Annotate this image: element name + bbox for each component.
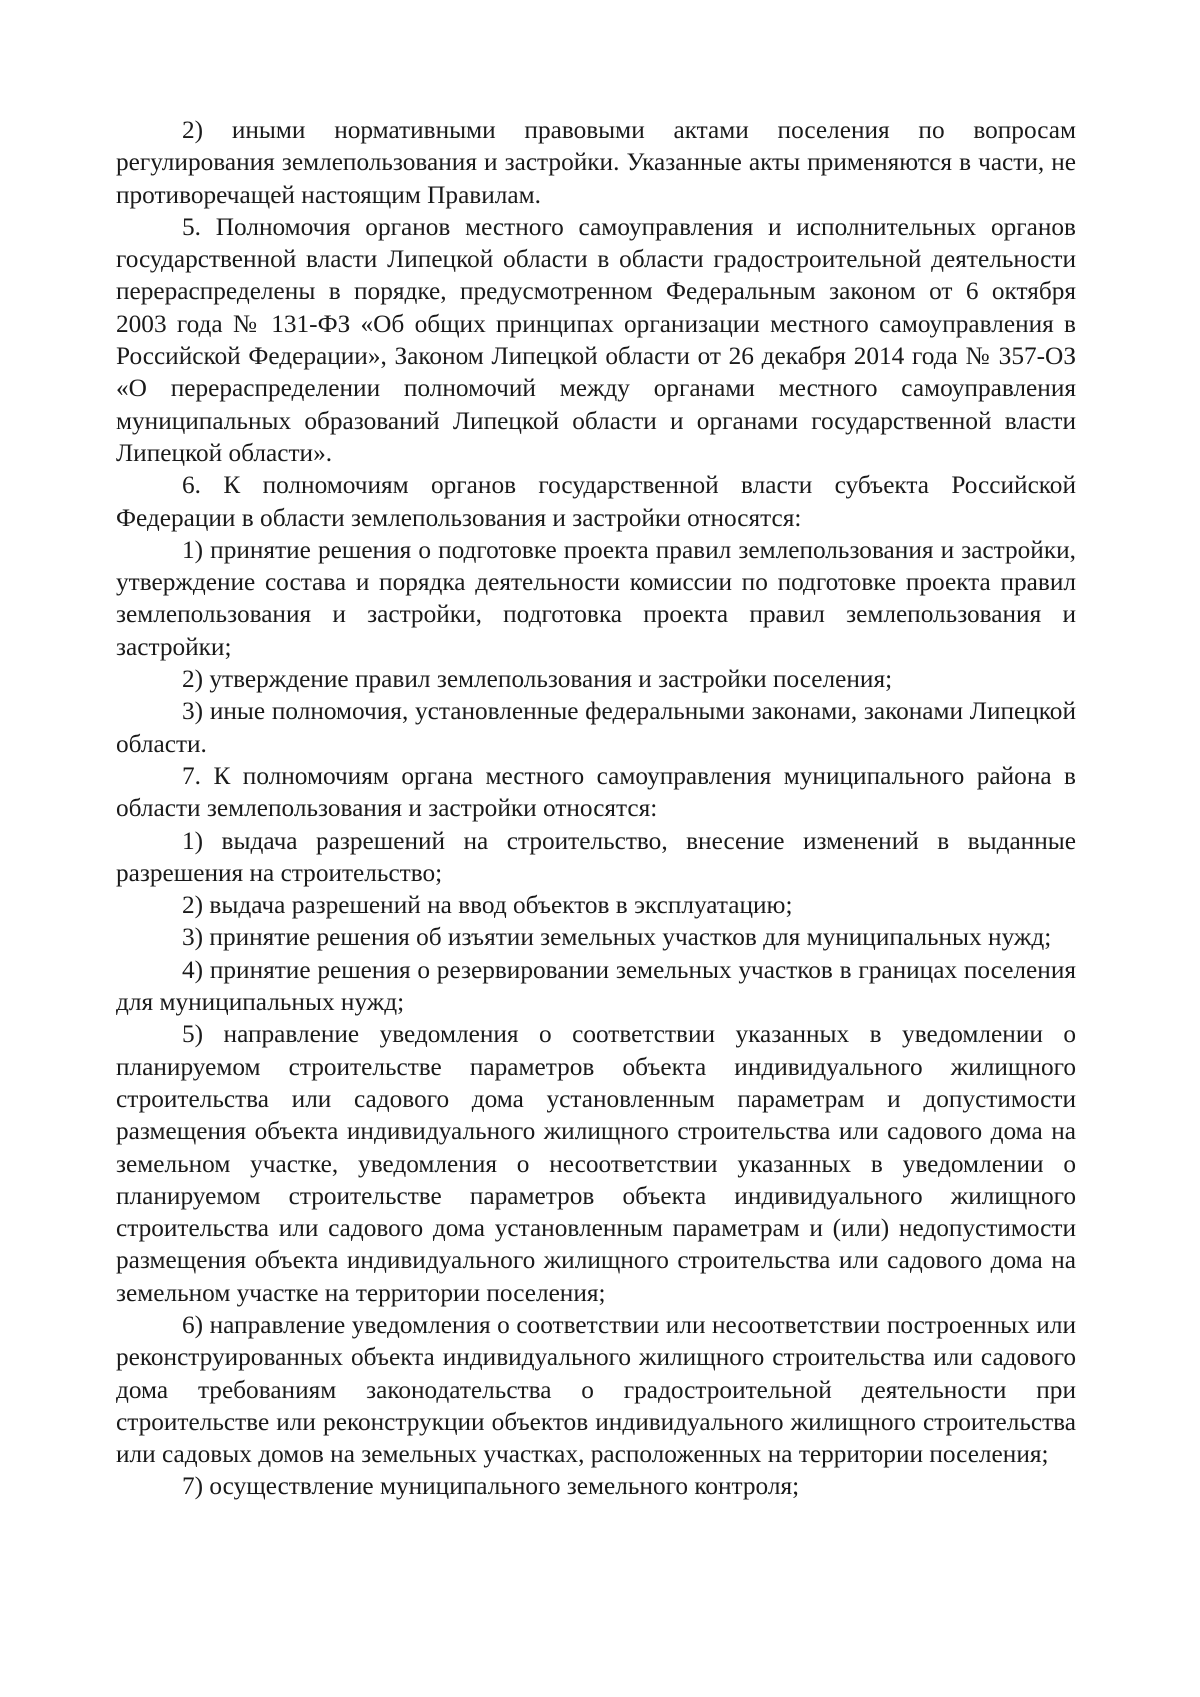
list-item: [116, 889, 1076, 921]
item-number: 7): [182, 1472, 204, 1501]
list-item: [116, 114, 1076, 211]
item-text: утверждение правил землепользования и застройки поселения;: [209, 665, 893, 694]
item-text: принятие решения о резервировании земельных участков в границах поселения для муниципальных нужд;: [116, 955, 1076, 1017]
list-item: [116, 825, 1076, 890]
clause-text: К полномочиям органа местного самоуправления муниципального района в области землепользования и застройки относятся:: [116, 761, 1076, 823]
item-number: 2): [182, 665, 204, 694]
clause-text: Полномочия органов местного самоуправления и исполнительных органов государственной власти Липецкой области в области градостроительной деятельности перераспределены в порядке, предусмотренном Федеральным законом от 6 октября 2003 года № 131-ФЗ «Об общих принципах организации местного самоуправления в Российской Федерации», Законом Липецкой области от 26 декабря 2014 года № 357-ОЗ «О перераспределении полномочий между органами местного самоуправления муниципальных образований Липецкой области и органами государственной власти Липецкой области».: [116, 212, 1076, 467]
list-item: [116, 1309, 1076, 1470]
item-number: 1): [182, 826, 204, 855]
item-number: 6): [182, 1310, 204, 1339]
list-item: [116, 534, 1076, 663]
item-text: принятие решения об изъятии земельных участков для муниципальных нужд;: [209, 923, 1052, 952]
item-text: направление уведомления о соответствии или несоответствии построенных или реконструированных объекта индивидуального жилищного строительства или садового дома требованиям законодательства о градостроительной деятельности при строительстве или реконструкции объектов индивидуального жилищного строительства или садовых домов на земельных участках, расположенных на территории поселения;: [116, 1310, 1077, 1469]
list-item: [116, 695, 1076, 760]
item-text: выдача разрешений на строительство, внесение изменений в выданные разрешения на строительство;: [116, 826, 1076, 887]
document-page: [116, 114, 1076, 1503]
item-number: 2): [182, 116, 204, 144]
clause-text: К полномочиям органов государственной власти субъекта Российской Федерации в области землепользования и застройки относятся:: [116, 471, 1076, 532]
item-text: принятие решения о подготовке проекта правил землепользования и застройки, утверждение состава и порядка деятельности комиссии по подготовке проекта правил землепользования и застройки, подготовка проекта правил землепользования и застройки;: [116, 535, 1077, 661]
item-number: 3): [182, 923, 204, 952]
item-text: иными нормативными правовыми актами поселения по вопросам регулирования землепользования и застройки. Указанные акты применяются в части, не противоречащей настоящим Правилам.: [116, 116, 1077, 209]
list-item: [116, 954, 1076, 1019]
list-item: [116, 663, 1076, 695]
clause-number: 6.: [182, 471, 201, 500]
clause-paragraph: [116, 211, 1076, 469]
item-number: 3): [182, 697, 204, 726]
item-text: выдача разрешений на ввод объектов в эксплуатацию;: [209, 891, 793, 920]
clause-paragraph: [116, 469, 1076, 534]
item-number: 5): [182, 1020, 204, 1049]
item-number: 2): [182, 891, 204, 920]
list-item: [116, 921, 1076, 953]
list-item: [116, 1470, 1076, 1502]
clause-number: 5.: [182, 212, 201, 241]
clause-number: 7.: [182, 761, 201, 790]
clause-paragraph: [116, 760, 1076, 825]
item-text: осуществление муниципального земельного контроля;: [209, 1472, 800, 1501]
list-item: [116, 1018, 1076, 1309]
item-text: иные полномочия, установленные федеральными законами, законами Липецкой области.: [116, 697, 1076, 758]
item-text: направление уведомления о соответствии указанных в уведомлении о планируемом строительстве параметров объекта индивидуального жилищного строительства или садового дома установленным параметрам и допустимости размещения объекта индивидуального жилищного строительства или садового дома на земельном участке, уведомления о несоответствии указанных в уведомлении о планируемом строительстве параметров объекта индивидуального жилищного строительства или садового дома установленным параметрам и (или) недопустимости размещения объекта индивидуального жилищного строительства или садового дома на земельном участке на территории поселения;: [116, 1020, 1076, 1307]
item-number: 4): [182, 955, 204, 984]
item-number: 1): [182, 535, 204, 564]
